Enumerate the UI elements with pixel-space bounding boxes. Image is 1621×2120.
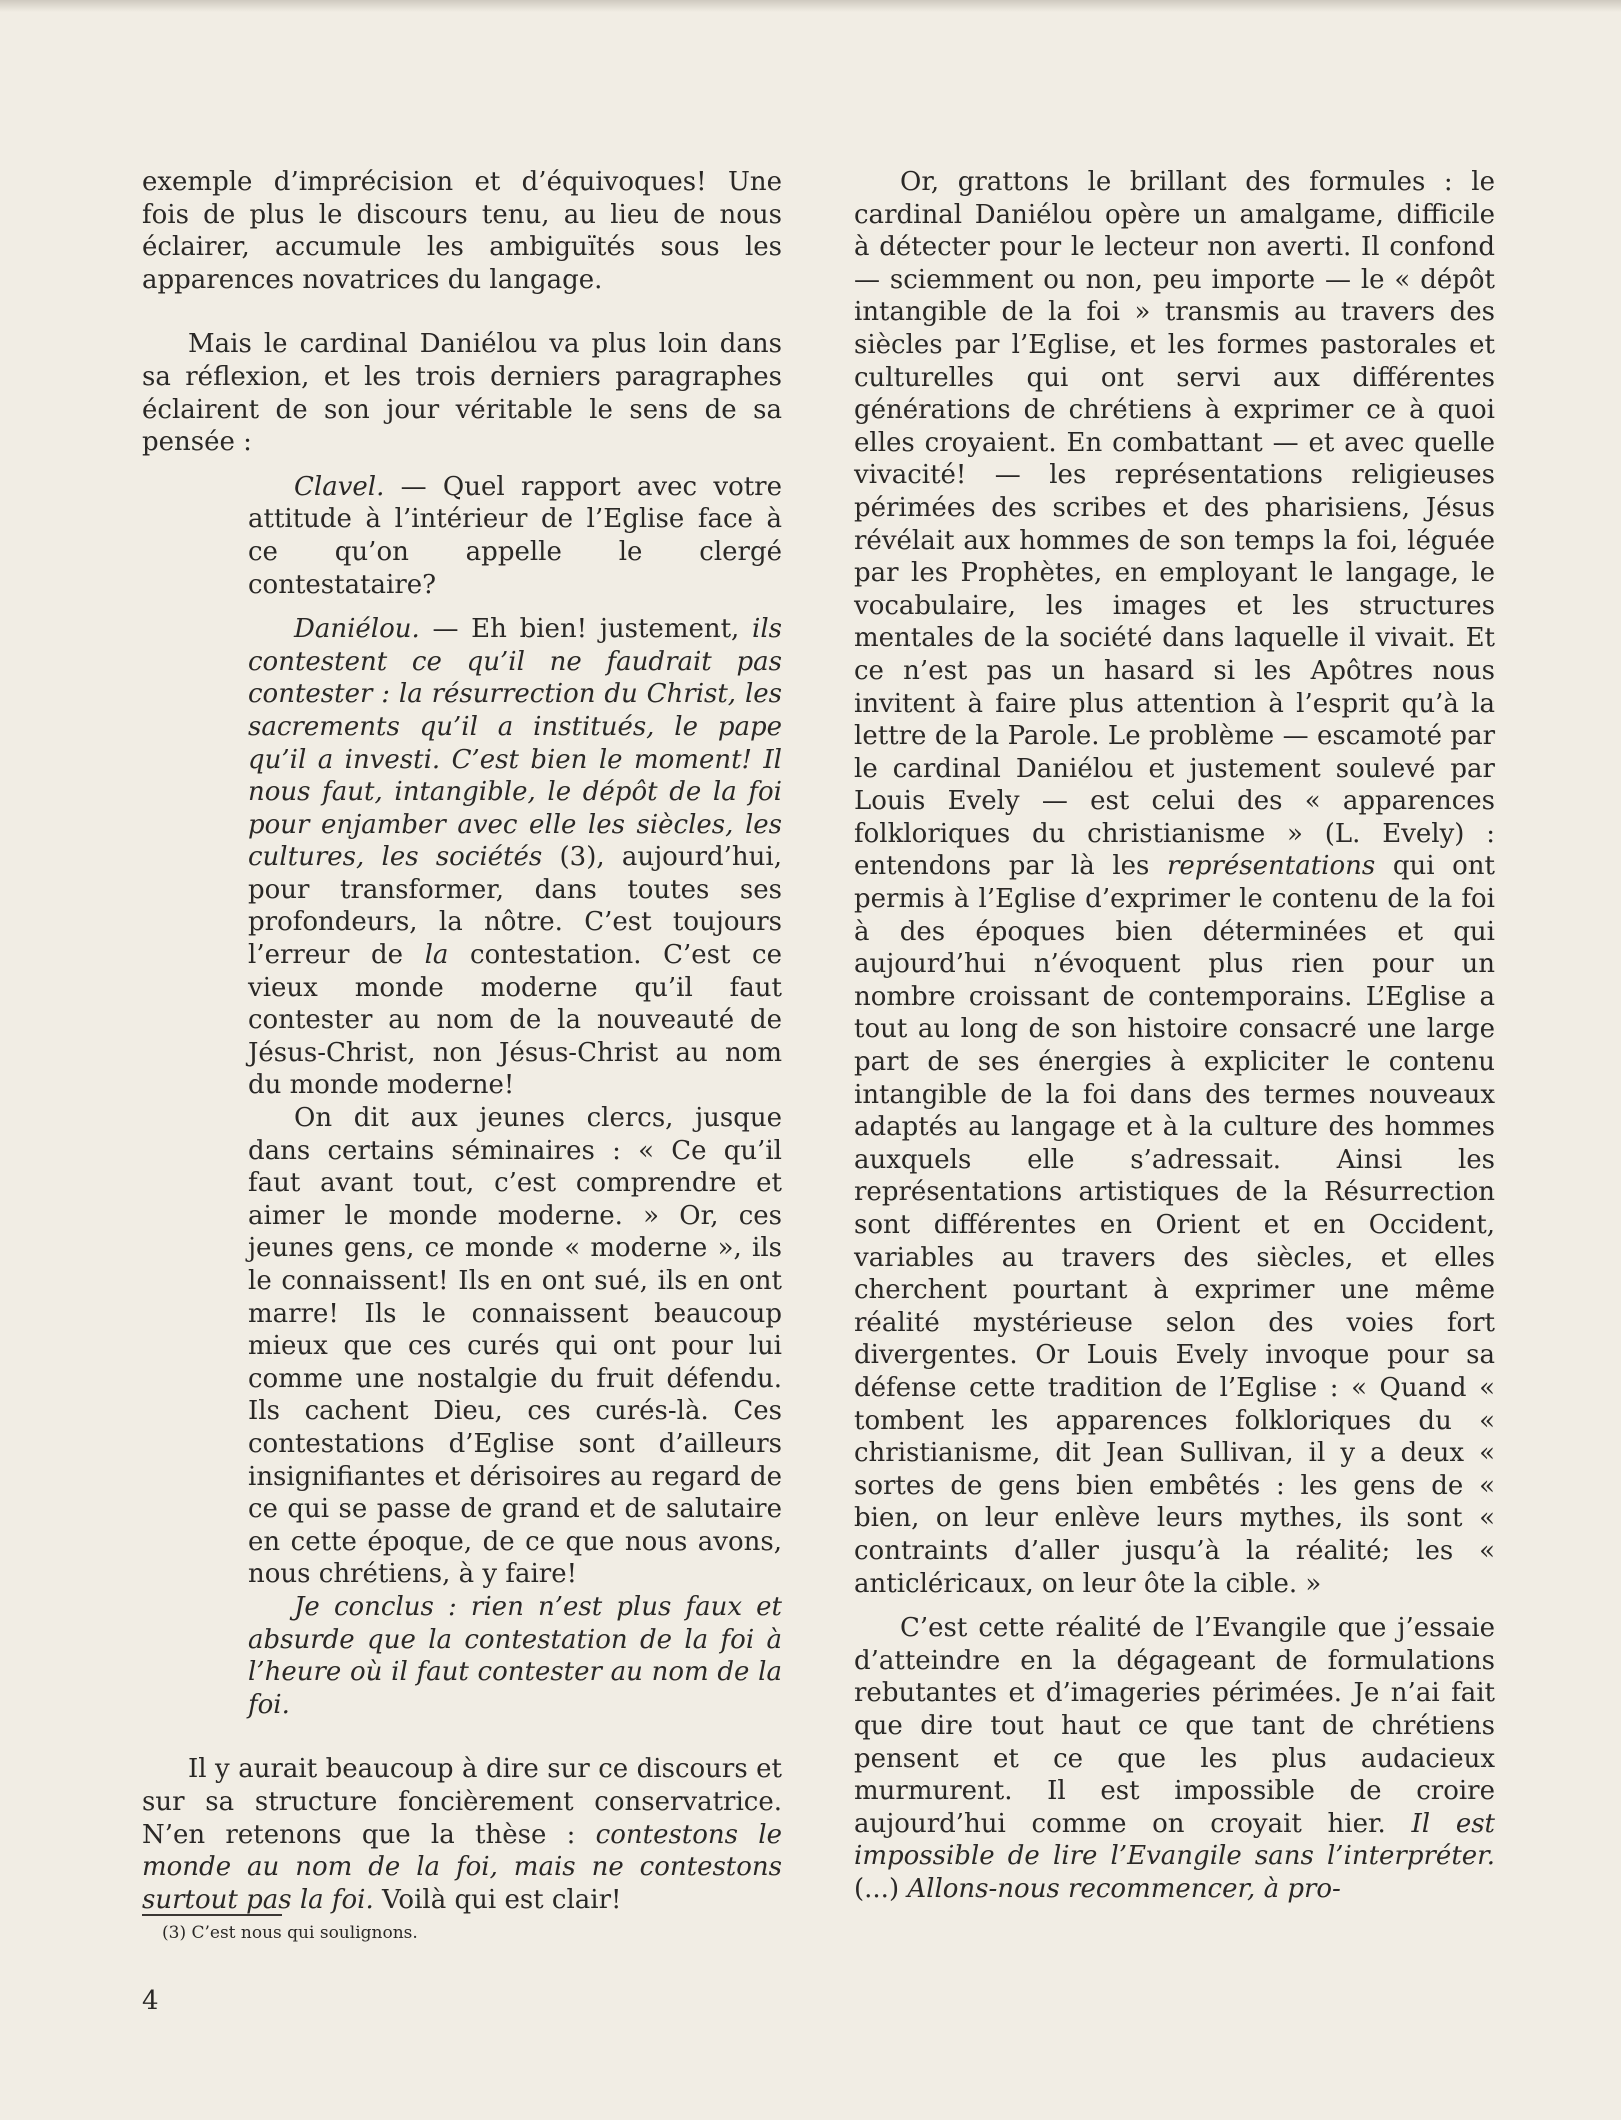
paragraph-emphasis: contestons le monde au nom de la foi, mais ne contestons surtout pas la foi. [142,1819,782,1915]
paragraph-emphasis: Il est impossible de lire l’Evangile sans l’interpréter. [854,1808,1495,1872]
quote-paragraph [248,471,782,601]
quote-text: — Quel rapport avec votre attitude à l’intérieur de l’Eglise face à ce qu’on appelle le clergé contestataire? [248,471,782,600]
quote-paragraph: On dit aux jeunes clercs, jusque dans certains séminaires : « Ce qu’il faut avant tout, c’est comprendre et aimer le monde moderne. » Or, ces jeunes gens, ce monde « moderne », ils le connaissent! Ils en ont sué, ils en ont marre! Ils le connaissent beaucoup mieux que ces curés qui ont pour lui comme une nostalgie du fruit défendu. Ils cachent Dieu, ces curés-là. Ces contestations d’Eglise sont d’ailleurs insignifiantes et dérisoires au regard de ce qui se passe de grand et de salutaire en cette époque, de ce que nous avons, nous chrétiens, à y faire! [248,1103,782,1590]
paragraph-text: Il y aurait beaucoup à dire sur ce discours et sur sa structure foncièrement conservatrice. N’en retenons que la thèse : [142,1754,782,1850]
paragraph-text: C’est cette réalité de l’Evangile que j’essaie d’atteindre en la dégageant de formulations rebutantes et d’imageries périmées. Je n’ai fait que dire tout haut ce que tant de chrétiens pensent et ce que les plus audacieux murmurent. Il est impossible de croire aujourd’hui comme on croyait hier. [854,1613,1495,1839]
paragraph-text: (...) [854,1873,908,1904]
quote-text: (3), aujourd’hui, pour transformer, dans toutes ses profondeurs, la nôtre. C’est toujours l’erreur de [248,842,782,971]
footnote-divider [142,1914,282,1916]
quote-paragraph [248,613,782,1102]
right-column [854,166,1495,1905]
paragraph: exemple d’imprécision et d’équivoques! Une fois de plus le discours tenu, au lieu de nous éclairer, accumule les ambiguïtés sous les apparences novatrices du langage. [142,167,782,295]
paragraph-emphasis: représentations [1167,851,1376,882]
paragraph [854,1612,1495,1905]
page-number: 4 [142,1986,159,2016]
paragraph [142,1753,782,1916]
footnote: (3) C’est nous qui soulignons. [162,1923,418,1943]
paragraph [854,166,1495,1600]
paragraph-text: Or, grattons le brillant des formules : le cardinal Daniélou opère un amalgame, difficile à détecter pour le lecteur non averti. Il confond — sciemment ou non, peu importe — le « dépôt intangible de la foi » transmis au travers des siècles par l’Eglise, et les formes pastorales et culturelles qui ont servi aux différentes générations de chrétiens à exprimer ce à quoi elles croyaient. En combattant — et avec quelle vivacité! — les représentations religieuses périmées des scribes et des pharisiens, Jésus révélait aux hommes de son temps la foi, léguée par les Prophètes, en employant le langage, le vocabulaire, les images et les structures mentales de la société dans laquelle il vivait. Et ce n’est pas un hasard si les Apôtres nous invitent à faire plus attention à l’esprit qu’à la lettre de la Parole. Le problème — escamoté par le cardinal Daniélou et justement soulevé par Louis Evely — est celui des « apparences folkloriques du christianisme » (L. Evely) : entendons par là les [854,167,1495,882]
paragraph: Mais le cardinal Daniélou va plus loin dans sa réflexion, et les trois derniers paragraphes éclairent de son jour véritable le sens de sa pensée : [142,329,782,458]
paragraph-text: Voilà qui est clair! [373,1884,622,1915]
quote-text: contestation. C’est ce vieux monde moderne qu’il faut contester au nom de la nouveauté de Jésus-Christ, non Jésus-Christ au nom du monde moderne! [248,940,783,1101]
paragraph-text: qui ont permis à l’Eglise d’exprimer le contenu de la foi à des époques bien déterminées et qui aujourd’hui n’évoquent plus rien pour un nombre croissant de contemporains. L’Eglise a tout au long de son histoire consacré une large part de ses énergies à expliciter le contenu intangible de la foi dans des termes nouveaux adaptés au langage et à la culture des hommes auxquels elle s’adressait. Ainsi les représentations artistiques de la Résurrection sont différentes en Orient et en Occident, variables au travers des siècles, et elles cherchent pourtant à exprimer une même réalité mystérieuse selon des voies fort divergentes. Or Louis Evely invoque pour sa défense cette tradition de l’Eglise : « Quand « tombent les apparences folkloriques du « christianisme, dit Jean Sullivan, il y a deux « sortes de gens bien embêtés : les gens de « bien, on leur enlève leurs mythes, ils sont « contraints d’aller jusqu’à la réalité; les « anticléricaux, on leur ôte la cible. » [854,851,1495,1599]
quote-emphasis: la [424,940,449,971]
speaker-name: Daniélou. [294,614,420,645]
interview-quote [142,471,782,1722]
page-edge-shadow [0,0,1621,12]
quote-paragraph [248,1591,782,1721]
quote-text: — Eh bien! justement, [419,614,753,645]
paragraph-emphasis: Allons-nous recommencer, à pro- [907,1873,1341,1904]
left-column [142,166,782,1916]
quote-emphasis: ils contestent ce qu’il ne faudrait pas contester : la résurrection du Christ, les sacrements qu’il a institués, le pape qu’il a investi. C’est bien le moment! Il nous faut, intangible, le dépôt de la foi pour enjamber avec elle les siècles, les cultures, les sociétés [248,614,782,873]
quote-emphasis: Je conclus : rien n’est plus faux et absurde que la contestation de la foi à l’heure où il faut contester au nom de la foi. [248,1591,782,1720]
speaker-name: Clavel. [294,471,385,502]
